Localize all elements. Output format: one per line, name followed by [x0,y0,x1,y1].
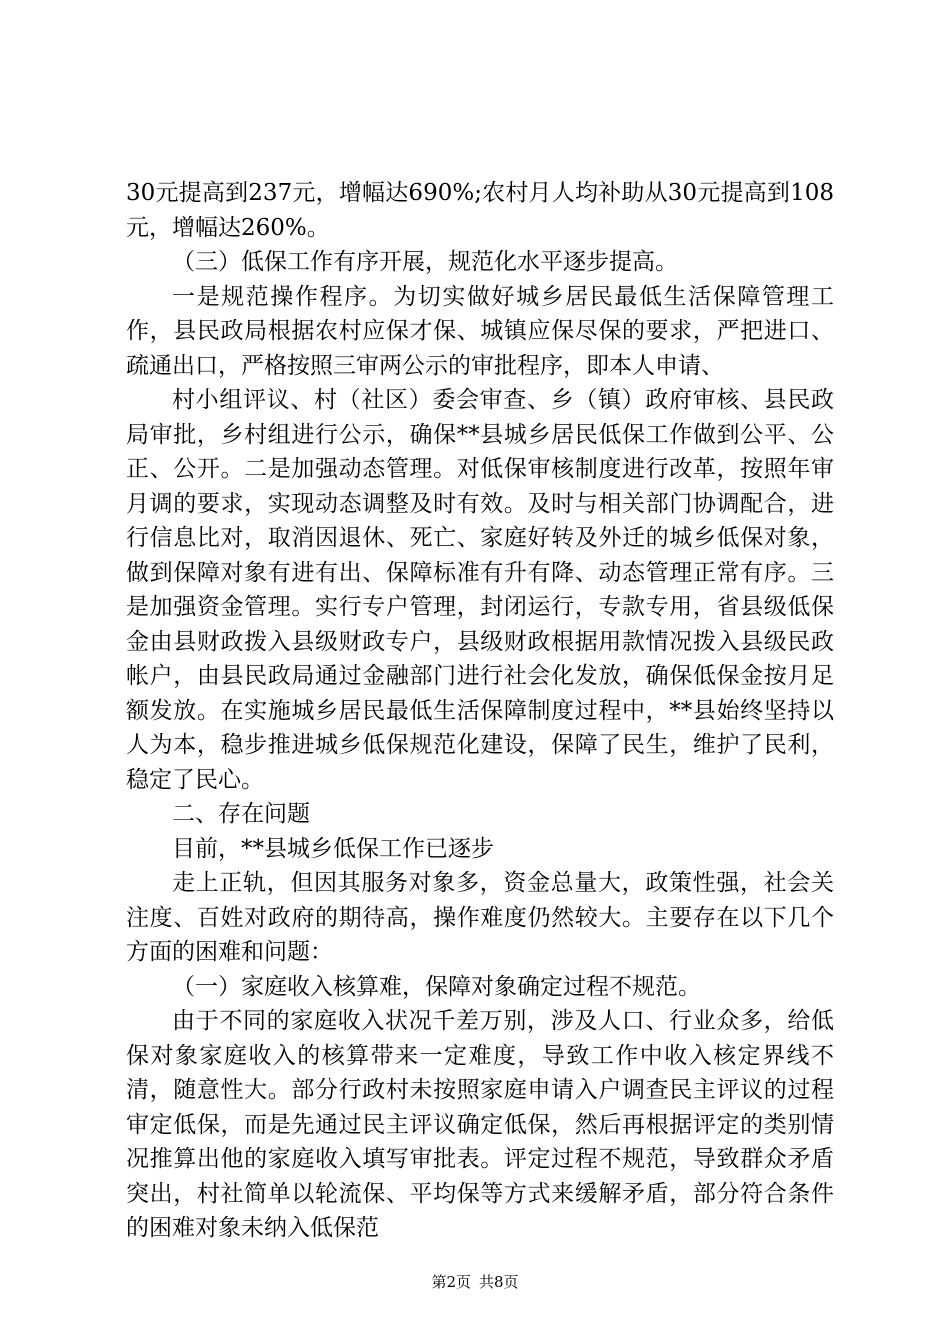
document-body [126,176,834,1246]
paragraph-4: 村小组评议、村（社区）委会审查、乡（镇）政府审核、县民政局审批，乡村组进行公示，确保**县城乡居民低保工作做到公平、公正、公开。二是加强动态管理。对低保审核制度进行改革，按照年审月调的要求，实现动态调整及时有效。及时与相关部门协调配合，进行信息比对，取消因退休、死亡、家庭好转及外迁的城乡低保对象，做到保障对象有进有出、保障标准有升有降、动态管理正常有序。三是加强资金管理。实行专户管理，封闭运行，专款专用，省县级低保金由县财政拨入县级财政专户，县级财政根据用款情况拨入县级民政帐户，由县民政局通过金融部门进行社会化发放，确保低保金按月足额发放。在实施城乡居民最低生活保障制度过程中，**县始终坚持以人为本，稳步推进城乡低保规范化建设，保障了民生，维护了民利，稳定了民心。 [126,387,834,793]
paragraph-3: 一是规范操作程序。为切实做好城乡居民最低生活保障管理工作，县民政局根据农村应保才保、城镇应保尽保的要求，严把进口、疏通出口，严格按照三审两公示的审批程序，即本人申请、 [126,283,834,379]
paragraph-7: 走上正轨，但因其服务对象多，资金总量大，政策性强，社会关注度、百姓对政府的期待高，操作难度仍然较大。主要存在以下几个方面的困难和问题： [126,870,834,965]
page-footer [0,1272,950,1292]
paragraph-8-heading: （一）家庭收入核算难，保障对象确定过程不规范。 [172,973,701,1000]
paragraph-1: 30元提高到237元，增幅达690%;农村月人均补助从30元提高到108元，增幅达260%。 [126,180,834,241]
paragraph-2-heading: （三）低保工作有序开展，规范化水平逐步提高。 [172,249,678,275]
page-number: 第2页 [431,1273,471,1291]
paragraph-5-heading: 二、存在问题 [172,801,310,827]
paragraph-9: 由于不同的家庭收入状况千差万别，涉及人口、行业众多，给低保对象家庭收入的核算带来一定难度，导致工作中收入核定界线不清，随意性大。部分行政村未按照家庭申请入户调查民主评议的过程审定低保，而是先通过民主评议确定低保，然后再根据评定的类别情况推算出他的家庭收入填写审批表。评定过程不规范，导致群众矛盾突出，村社简单以轮流保、平均保等方式来缓解矛盾，部分符合条件的困难对象未纳入低保范 [126,1008,834,1241]
page-total: 共8页 [479,1273,519,1291]
paragraph-6: 目前，**县城乡低保工作已逐步 [172,835,494,862]
